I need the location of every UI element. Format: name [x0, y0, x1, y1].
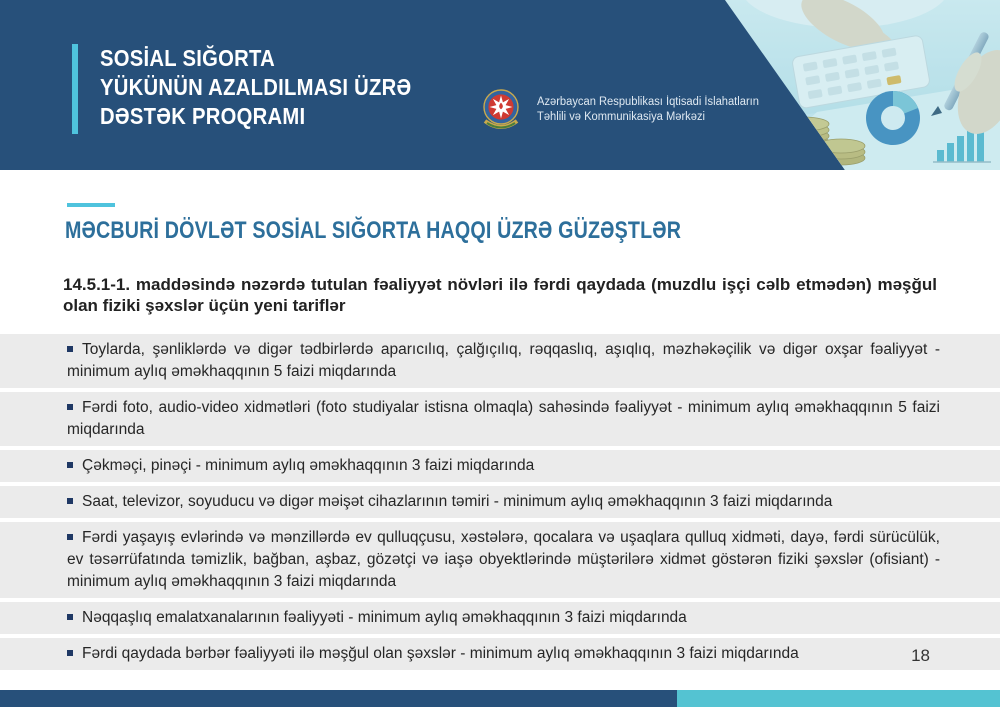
list-item	[0, 334, 1000, 388]
square-bullet-icon	[67, 462, 73, 468]
deck-title-line: SOSİAL SIĞORTA	[100, 45, 276, 71]
list-item	[0, 486, 1000, 518]
footer-bar-dark-segment	[0, 690, 677, 707]
finance-photo	[725, 0, 1000, 170]
page-number: 18	[911, 646, 930, 665]
slide-content	[0, 170, 1000, 670]
square-bullet-icon	[67, 404, 73, 410]
deck-title-line: YÜKÜNÜN AZALDILMASI ÜZRƏ	[100, 74, 412, 100]
square-bullet-icon	[67, 534, 73, 540]
section-heading: MƏCBURİ DÖVLƏT SOSİAL SIĞORTA HAQQI ÜZRƏ GÜZƏŞTLƏR	[65, 217, 682, 244]
square-bullet-icon	[67, 650, 73, 656]
list-item-text: Toylarda, şənliklərdə və digər tədbirlərdə aparıcılıq, çalğıçılıq, rəqqaslıq, aşıqlıq, məzhəkəçilik və digər oxşar fəaliyyət - minimum aylıq əməkhaqqının 5 faizi miqdarında	[67, 341, 940, 380]
list-item	[0, 392, 1000, 446]
deck-title-line: DƏSTƏK PROQRAMI	[100, 103, 306, 129]
header-band	[0, 0, 1000, 170]
org-name-line: Təhlili və Kommunikasiya Mərkəzi	[537, 111, 706, 123]
square-bullet-icon	[67, 346, 73, 352]
footer-bar	[0, 690, 1000, 707]
list-item-text: Saat, televizor, soyuducu və digər məişət cihazlarının təmiri - minimum aylıq əməkhaqqının 3 faizi miqdarında	[82, 493, 833, 510]
square-bullet-icon	[67, 498, 73, 504]
list-item	[0, 602, 1000, 634]
org-logo	[478, 86, 766, 134]
deck-title	[100, 44, 454, 131]
list-item-text: Fərdi foto, audio-video xidmətləri (foto studiyalar istisna olmaqla) sahəsində fəaliyyət - minimum aylıq əməkhaqqının 5 faizi miqdarında	[67, 399, 940, 438]
hands-calculator-coins-charts-photo-icon	[725, 0, 1000, 170]
azerbaijan-coat-of-arms-icon	[478, 86, 524, 134]
list-item	[0, 638, 1000, 670]
title-accent-bar	[72, 44, 78, 134]
heading-accent-line	[67, 203, 115, 207]
intro-paragraph: 14.5.1-1. maddəsində nəzərdə tutulan fəaliyyət növləri ilə fərdi qaydada (muzdlu işçi cəlb etmədən) məşğul olan fiziki şəxslər üçün yeni tariflər	[63, 275, 937, 315]
list-item-text: Fərdi yaşayış evlərində və mənzillərdə ev qulluqçusu, xəstələrə, qocalara və uşaqlara qulluq xidməti, dayə, fərdi sürücülük, ev təsərrüfatında təmizlik, bağban, aşbaz, gözətçi və iaşə obyektlərində müştərilərə xidmət göstərən fiziki şəxslər (ofisiant) - minimum aylıq əməkhaqqının 3 faizi miqdarında	[67, 529, 940, 590]
footer-bar-teal-segment	[677, 690, 1000, 707]
list-item-text: Fərdi qaydada bərbər fəaliyyəti ilə məşğul olan şəxslər - minimum aylıq əməkhaqqının 3 faizi miqdarında	[82, 645, 799, 662]
org-name	[537, 95, 759, 125]
list-item	[0, 522, 1000, 598]
list-item-text: Nəqqaşlıq emalatxanalarının fəaliyyəti - minimum aylıq əməkhaqqının 3 faizi miqdarında	[82, 609, 687, 626]
square-bullet-icon	[67, 614, 73, 620]
benefit-list	[0, 334, 1000, 670]
org-name-line: Azərbaycan Respublikası İqtisadi İslahatların	[537, 96, 759, 108]
list-item	[0, 450, 1000, 482]
list-item-text: Çəkməçi, pinəçi - minimum aylıq əməkhaqqının 3 faizi miqdarında	[82, 457, 535, 474]
